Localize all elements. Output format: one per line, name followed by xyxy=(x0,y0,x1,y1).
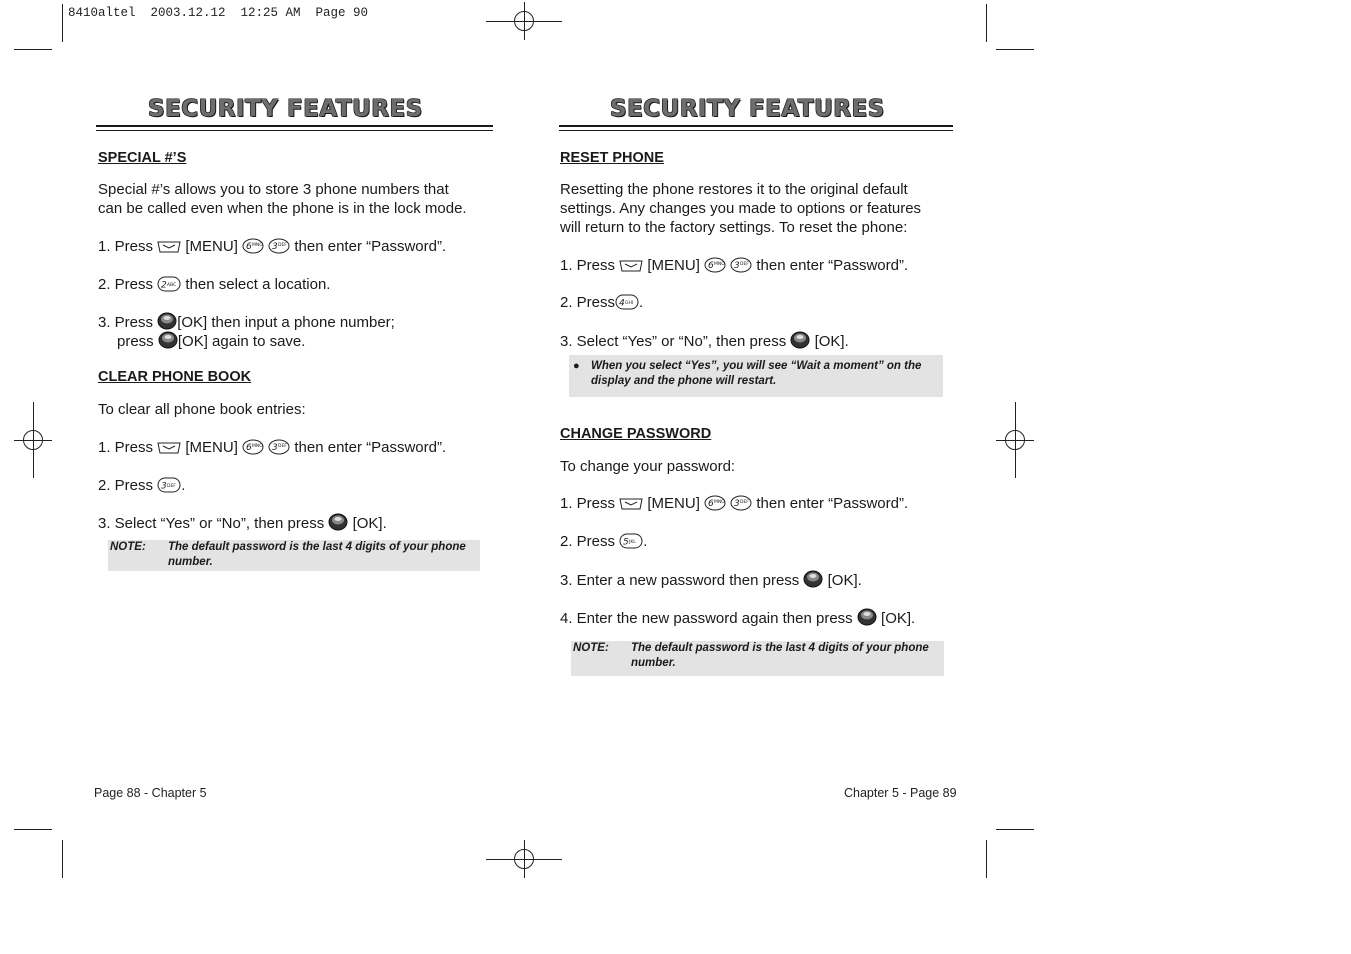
note-box xyxy=(571,641,944,676)
title-rule xyxy=(559,125,953,127)
svg-text:DEF: DEF xyxy=(278,243,288,248)
ok-key-icon xyxy=(857,608,877,626)
step-text: [OK]. xyxy=(827,572,862,589)
key-3-icon xyxy=(268,238,290,254)
left-soft-key-icon xyxy=(157,240,181,254)
clear-step-2 xyxy=(98,476,185,495)
change-step-3 xyxy=(560,570,862,590)
step-text: . xyxy=(639,294,644,311)
left-soft-key-icon xyxy=(157,441,181,455)
svg-text:3: 3 xyxy=(161,481,167,492)
svg-text:GHI: GHI xyxy=(625,301,634,306)
bullet-icon: ● xyxy=(573,360,580,372)
reset-step-2 xyxy=(560,293,643,312)
key-4-icon xyxy=(615,294,639,310)
restart-note-box xyxy=(569,355,943,397)
step-text: 1. Press xyxy=(560,495,616,512)
svg-text:5: 5 xyxy=(623,537,629,548)
note-text: The default password is the last 4 digits of your phone number. xyxy=(631,642,929,669)
step-text: 3. Select “Yes” or “No”, then press xyxy=(560,333,787,350)
special-numbers-heading: SPECIAL #’S xyxy=(98,150,187,166)
note-text: The default password is the last 4 digits of your phone number. xyxy=(168,541,466,568)
svg-text:3: 3 xyxy=(272,443,278,453)
svg-text:DEF: DEF xyxy=(167,484,177,489)
left-soft-key-icon xyxy=(619,497,643,511)
title-rule-thin xyxy=(96,130,493,131)
ok-key-icon xyxy=(803,570,823,588)
special-step-3b xyxy=(117,331,305,351)
step-text: then enter “Password”. xyxy=(294,439,447,456)
note-box xyxy=(108,540,480,571)
step-text: . xyxy=(181,477,186,494)
step-text: [OK] again to save. xyxy=(177,333,306,350)
special-step-2 xyxy=(98,275,330,294)
step-text: 2. Press xyxy=(560,533,616,550)
ok-key-icon xyxy=(157,312,177,330)
step-text: [OK] then input a phone number; xyxy=(177,314,395,331)
page-title: SECURITY FEATURES xyxy=(148,96,423,122)
step-text: [OK]. xyxy=(352,515,387,532)
key-5-icon xyxy=(619,533,643,549)
step-text: 2. Press xyxy=(98,477,154,494)
special-intro-line-2: can be called even when the phone is in the lock mode. xyxy=(98,200,467,217)
key-3-icon xyxy=(730,257,752,273)
note-label: NOTE: xyxy=(110,541,146,553)
ok-key-icon xyxy=(328,513,348,531)
ok-key-icon xyxy=(158,331,178,349)
step-text: 1. Press xyxy=(98,439,154,456)
change-intro: To change your password: xyxy=(560,458,736,475)
svg-text:6: 6 xyxy=(708,261,714,271)
note-label: NOTE: xyxy=(573,642,609,654)
svg-text:DEF: DEF xyxy=(740,500,750,505)
reset-step-1 xyxy=(560,256,908,275)
step-text: 3. Enter a new password then press xyxy=(560,572,800,589)
key-6-icon xyxy=(242,238,264,254)
svg-text:MNO: MNO xyxy=(714,262,725,267)
special-intro-line-1: Special #’s allows you to store 3 phone numbers that xyxy=(98,181,449,198)
step-text: 4. Enter the new password again then press xyxy=(560,610,853,627)
change-step-1 xyxy=(560,494,908,513)
change-step-4 xyxy=(560,608,915,628)
print-slug-line: 8410altel 2003.12.12 12:25 AM Page 90 xyxy=(68,6,369,20)
step-text: [MENU] xyxy=(185,238,238,255)
key-6-icon xyxy=(704,495,726,511)
key-3-icon xyxy=(268,439,290,455)
clear-intro: To clear all phone book entries: xyxy=(98,401,306,418)
key-6-icon xyxy=(704,257,726,273)
svg-text:6: 6 xyxy=(708,499,714,509)
special-step-1 xyxy=(98,237,446,256)
restart-note-text: When you select “Yes”, you will see “Wait a moment” on the display and the phone will restart. xyxy=(591,360,922,387)
svg-text:3: 3 xyxy=(734,499,740,509)
step-text: [MENU] xyxy=(185,439,238,456)
svg-text:MNO: MNO xyxy=(714,500,725,505)
step-text: then enter “Password”. xyxy=(756,257,909,274)
step-text: [MENU] xyxy=(647,495,700,512)
step-text: then enter “Password”. xyxy=(756,495,909,512)
step-text: . xyxy=(643,533,648,550)
svg-text:3: 3 xyxy=(272,242,278,252)
svg-text:2: 2 xyxy=(161,280,167,291)
step-text: 1. Press xyxy=(560,257,616,274)
step-text: 2. Press xyxy=(98,276,154,293)
key-2-icon xyxy=(157,276,181,292)
step-text: 1. Press xyxy=(98,238,154,255)
reset-phone-heading: RESET PHONE xyxy=(560,150,664,166)
page-footer: Chapter 5 - Page 89 xyxy=(844,786,957,800)
key-6-icon xyxy=(242,439,264,455)
step-text: then select a location. xyxy=(185,276,331,293)
key-3-icon xyxy=(157,477,181,493)
svg-text:6: 6 xyxy=(246,443,252,453)
title-rule xyxy=(96,125,493,127)
key-3-icon xyxy=(730,495,752,511)
svg-text:6: 6 xyxy=(246,242,252,252)
special-step-3 xyxy=(98,312,395,332)
step-text: [OK]. xyxy=(881,610,916,627)
step-text: then enter “Password”. xyxy=(294,238,447,255)
reset-step-3 xyxy=(560,331,849,351)
step-text: press xyxy=(117,333,154,350)
clear-step-1 xyxy=(98,438,446,457)
left-soft-key-icon xyxy=(619,259,643,273)
clear-phone-book-heading: CLEAR PHONE BOOK xyxy=(98,369,252,385)
page-title: SECURITY FEATURES xyxy=(610,96,885,122)
svg-text:JKL: JKL xyxy=(629,540,636,545)
change-step-2 xyxy=(560,532,647,551)
clear-step-3 xyxy=(98,513,387,533)
svg-text:ABC: ABC xyxy=(167,283,177,288)
reset-intro-line-3: will return to the factory settings. To reset the phone: xyxy=(560,219,908,236)
svg-text:4: 4 xyxy=(619,298,625,309)
svg-text:MNO: MNO xyxy=(252,243,263,248)
title-rule-thin xyxy=(559,130,953,131)
svg-text:DEF: DEF xyxy=(278,444,288,449)
page-footer: Page 88 - Chapter 5 xyxy=(94,786,207,800)
reset-intro-line-1: Resetting the phone restores it to the original default xyxy=(560,181,908,198)
step-text: [MENU] xyxy=(647,257,700,274)
svg-text:MNO: MNO xyxy=(252,444,263,449)
step-text: 3. Select “Yes” or “No”, then press xyxy=(98,515,325,532)
change-password-heading: CHANGE PASSWORD xyxy=(560,426,712,442)
ok-key-icon xyxy=(790,331,810,349)
step-text: [OK]. xyxy=(814,333,849,350)
step-text: 2. Press xyxy=(560,294,616,311)
step-text: 3. Press xyxy=(98,314,154,331)
svg-text:DEF: DEF xyxy=(740,262,750,267)
svg-text:3: 3 xyxy=(734,261,740,271)
reset-intro-line-2: settings. Any changes you made to options or features xyxy=(560,200,922,217)
